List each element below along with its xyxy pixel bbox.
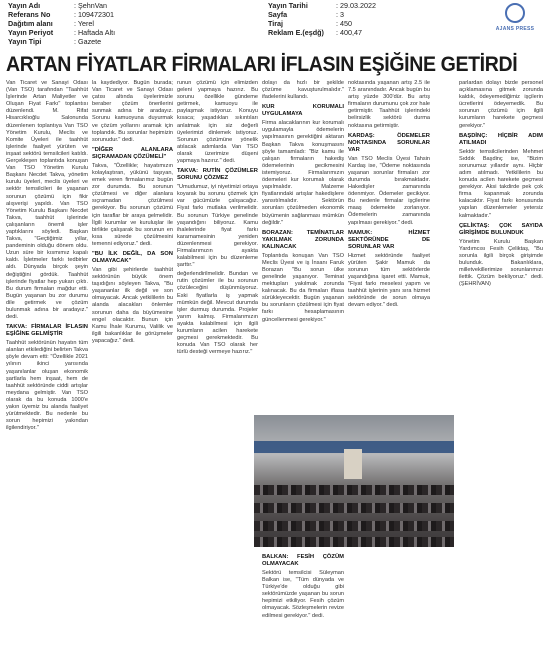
paragraph: değerlendirilmelidir. Bundan ve rutin çözümler ile bu sorunun çözüleceğini düşünmüyoruz. Eski fiyatlarla iş yapmak mümkün değil. Mevcut durumda işler durmuş durumda. Projeler yarım kalmış. Firmalarımızın ayakta kalabilmesi için ilgili kurumların acilen harekete geçmesi gerekmektedir. Bu konuda Van TSO olarak her türlü desteği vermeye hazırız." [177, 271, 258, 356]
paragraph: Hizmet sektöründe faaliyet yürüten Şakir Mamuk da sorunun tüm sektörlerde yaşandığına işaret etti. Mamuk, "Fiyat farkı meselesi yapım ve taahhüt işlerinin yanı sıra hizmet sektöründe de sorun olmaya devam ediyor." dedi. [348, 252, 430, 309]
paragraph: la kaydediyor. Bugün burada; Van Ticaret ve Sanayi Odası çatısı altında üyelerimizle beraber çözüm önerilerini sunmak adına bir aradayız. Sorunu kamuoyuna duyurmak ve çözüm yollarını aramak için toplandık. Bu sorunlar hepimizin sorunudur." dedi. [92, 80, 173, 143]
paragraph: Van Ticaret ve Sanayi Odası (Van TSO) tarafından "Taahhüt İşlerinde Artan Maliyetler ve Oluşan Fiyat Farkı" toplantısı düzenlendi. M. Rifat Hisarcıklıoğlu Salonunda düzenlenen toplantıya Van TSO Yönetim Kurulu, Meclis ve Komite Üyeleri ile taahhüt işlerinde faaliyet yürüten ve inşaat sektörü temsilcileri katıldı. Gerçekleşen toplantıda konuşan Van TSO Yönetim Kurulu Başkanı Necdet Takva, yönetim kurulu üyeleri, meclis üyeleri ve sektör temsilcileri ile yaşanan sorunun çözümü için fikir alışverişi yapıldı. Van TSO Yönetim Kurulu Başkanı Necdet Takva, taahhüt işlerinde çalışanların önemli işler yaptıklarını söyledi. Başkan Takva, "Geçtiğimiz yıllar, pandeminin olduğu dönem oldu. Uzun süre bir kısmımız kapalı kaldı. İşletmeler farklı tedbirler aldı. Dünyada birçok şeyin değiştiğini gördük. Taahhüt işlerinde fiyatlar hep yukarı çıktı. Bu durum firmaları mağdur etti. Bugün yaşanan bu zor durumu dile getirmek ve çözüm bulunmak adına bir aradayız." dedi. [6, 80, 88, 321]
meta-label: Yayın Tipi [8, 37, 42, 46]
meta-label: Sayfa [268, 10, 288, 19]
meta-value: : 29.03.2022 [336, 1, 376, 10]
article-column-6 [459, 80, 543, 646]
meta-label: Yayın Periyot [8, 28, 54, 37]
meta-label: Dağıtım alanı [8, 19, 53, 28]
paragraph: Sektörü temsilcisi Süleyman Balkan ise, "Tüm dünyada ve Türkiye'de olduğu gibi sektörümüzde yaşanan bu sorun hepimizi etkiliyor. Fesih çözüm olmayacak. Sözleşmelerin revize edilmesi gerekiyor." dedi. [262, 570, 344, 619]
logo-text: AJANS PRESS [495, 26, 535, 32]
meta-value: : Gazete [74, 37, 102, 46]
paragraph: dolayı da hızlı bir şekilde çözüme kavuşturulmalıdır." ifadelerini kullandı. [262, 80, 344, 101]
subheading: MAMUK: HİZMET SEKTÖRÜNDE DE SORUNLAR VAR [348, 229, 430, 250]
photo-audience-row [254, 521, 454, 531]
paragraph: noktasında yaşanan artış 2.5 ile 7.5 aranındadır. Ancak bugün bu artış yüzde 300'dür. Bu artış firmaların durumunu çok zor hale getirmiştir. Taahhüt işlerindeki belirsizlik sektörü durma noktasına getirmiştir. [348, 80, 430, 129]
meta-value: : ŞehnVan [74, 1, 108, 10]
photo-speaker [344, 449, 362, 479]
subheading: "DİĞER ALANLARA SIÇRAMADAN ÇÖZÜMELİ" [92, 146, 173, 160]
subheading: BAŞDİNÇ: HİÇBİR ADIM ATILMADI [459, 132, 543, 146]
meta-row [268, 29, 362, 37]
paragraph: Sektör temsilcilerinden Mehmet Sıddık Başdinç ise, "Bizim sorunumuz yıllardır aynı. Hiçbir adım atılmadı. Yetkililerin bu konuda acilen harekete geçmesi gerekiyor. Aksi takdirde pek çok firma kapanmak zorunda kalacaktır. Fiyat farkı konusunda yapılan düzenlemeler yetersiz kalmaktadır." [459, 148, 543, 219]
subheading: ÇELİKTAŞ: ÇOK SAYIDA GİRİŞİMDE BULUNDUK [459, 222, 543, 236]
article-column-2 [92, 80, 173, 646]
article-headline: ARTAN FİYATLAR FİRMALARI İFLASIN EŞİĞİNE GETİRDİ [6, 53, 518, 76]
paragraph: Yönetim Kurulu Başkan Yardımcısı Fesih Çeliktaş, "Bu sorunla ilgili birçok girişimde bulunduk. Bakanlıklara, milletvekillerimize sorunlarımızı ilettik. Çözüm bekliyoruz." dedi. (ŞEHRİVAN) [459, 238, 543, 288]
article-column-4-lower [262, 551, 344, 646]
paragraph: Takva, "Özellikle; hayatımızın kolaylaştıran, yükünü taşıyan, emek veren firmalarımız bugün zor durumda. Bu sorunun çözülmesi ve diğer alanlara sıçramadan çözülmesi gerekiyor. Bu sorunun çözümü için taraflar bir araya gelmelidir. İlgili kurumlar ve kuruluşlar ile birlikte çalışarak bu sorunun en kısa sürede çözülmesini temenni ediyoruz." dedi. [92, 162, 173, 247]
article-column-4 [262, 80, 344, 412]
photo-audience-row [254, 537, 454, 547]
meta-value: : Haftada Altı [74, 28, 116, 37]
photo-audience-row [254, 485, 454, 495]
meta-value: : Yerel [74, 19, 94, 28]
paragraph: Van gibi şehirlerde taahhüt sektörünün büyük önem taşıdığını söyleyen Takva, "Bu yaşananlar ilk değil ve son olmayacak. Ancak yetkililerin bu alanda alacakları önlemler sorunun daha da büyümesine engel olacaktır. Bunun için Kamu İhale Kurumu, Valilik ve ilgili bakanlıklar ile görüşmeler yapacağız." dedi. [92, 266, 173, 344]
meta-label: Tiraj [268, 19, 284, 28]
ajans-press-logo [491, 3, 539, 33]
article-column-3 [177, 80, 258, 646]
clipping-meta [0, 0, 547, 52]
subheading: TAKVA: RUTİN ÇÖZÜMLER SORUNU ÇÖZMEZ [177, 168, 258, 182]
photo-audience-row [254, 503, 454, 513]
article-column-5 [348, 80, 430, 412]
paragraph: Taahhüt sektörünün hayatın tüm alanları etkilediğini belirten Takva şöyle devam etti: "Özellikle 2021 yılının ikinci yarısında yaşanılanlar oluşan ekonomik şartlarla hem inşaat, hem de taahhüt sektöründe ciddi artışlar meydana gelmiştir. Van TSO olarak da bu konuda 1000'e yakın üyemiz bu alanda faaliyet yürütmektedir. Bu nedenle bu sorun hepimizi yakından ilgilendiriyor." [6, 340, 88, 432]
meta-label: Referans No [8, 10, 51, 19]
paragraph: parlardan dolayı bizde personel açıklamasına gitmek zorunda kaldık, ödeyemediğimiz işçilerin ücretlerini ödeyemedik. Bu sorunun çözümü için ilgili kurumların harekete geçmesi gerekiyor." [459, 80, 543, 129]
paragraph: runun çözümü için elimizden geleni yapmaya hazırız. Bu sorunu özellikle gündeme getirmek, kamuoyu ile paylaşmak istiyoruz. Konuyu kısaca; yaşadıkları sıkıntıları anlatmak için siz değerli üyelerimizi dinlemek istiyoruz. Sorunun çözümüne yönelik atılacak adımlarda Van TSO olarak üzerimize düşeni yapmaya hazırız." dedi. [177, 80, 258, 165]
meta-value: : 400,47 [336, 28, 362, 37]
subheading: KARDAŞ: ÖDEMELER NOKTASINDA SORUNLAR VAR [348, 132, 430, 153]
meta-label: Yayın Tarihi [268, 1, 308, 10]
meta-value: : 109472301 [74, 10, 114, 19]
paragraph: Toplantıda konuşan Van TSO Meclis Üyesi ve iş İnsanı Faruk Borazan "Bu sorun ülke genelinde yaşanıyor. Teminat mektupları yakılmak zorunda kalınacak. Bu da firmaları iflasa sürükleyecektir. Bugün yaşanan bu sorunların çözülmesi için fiyat farkı hesaplamasının güncellenmesi gerekiyor." [262, 252, 344, 323]
meta-row [8, 38, 101, 46]
subheading: TAKVA: FİRMALAR İFLASIN EŞİĞİNE GELMİŞTİR [6, 324, 88, 338]
meta-value: : 450 [336, 19, 352, 28]
subheading: BALKAN: FESİH ÇÖZÜM OLMAYACAK [262, 554, 344, 567]
article-column-1 [6, 80, 88, 646]
paragraph: Firma alacaklarının kur korumalı uygulamayla ödemelerin yapılmasının gerektiğini aktaran Başkan Takva konuşmasını şöyle tamamladı: "Biz kamu ile çalışan firmaların hakediş ödemelerinin gecikmesini istemiyoruz. Firmalarımızın ödemeleri kur korumalı olarak yapılmalıdır. Malzeme fiyatlarındaki artışlar hakedişlere yansıtılmalıdır. Sektörün sorunları çözülmeden ekonomik büyümenin sağlanması mümkün değildir." [262, 120, 344, 226]
meta-label: Reklam E.(eşdğ) [268, 28, 324, 37]
subheading: "BU İLK DEĞİL, DA SON OLMAYACAK" [92, 250, 173, 264]
paragraph: Van TSO Meclis Üyesi Tahsin Kardaş ise, "Ödeme noktasında yaşanan sorunlar firmaları zor durumda bırakmaktadır. Hakedişler zamanında ödenmiyor. Ödemeler gecikiyor. Bu nedenle firmalar işçilerine maaş ödemekte zorlanıyor. Ödemelerin zamanında yapılması gerekiyor." dedi. [348, 155, 430, 226]
paragraph: "Umudumuz, iyi niyetimizi ortaya koyarak bu sorunu çözmek için var gücümüzle çalışacağız. Fiyat farkı mutlaka verilmelidir. Bu sorunun Türkiye genelinde yaşandığını biliyoruz. Kamu ihalelerinde fiyat farkı kararnamesinin yeniden düzenlenmesi gerekiyor. Firmalarımızın ayakta kalabilmesi için bu düzenleme şarttır." [177, 184, 258, 269]
meta-label: Yayın Adı [8, 1, 41, 10]
subheading: BORAZAN: TEMİNATLAR YAKILMAK ZORUNDA KALINACAK [262, 229, 344, 250]
meeting-photo [254, 415, 454, 547]
subheading: KUR KORUMALI UYGULAMAYA [262, 104, 344, 118]
meta-value: : 3 [336, 10, 344, 19]
logo-circle-icon [505, 3, 525, 23]
